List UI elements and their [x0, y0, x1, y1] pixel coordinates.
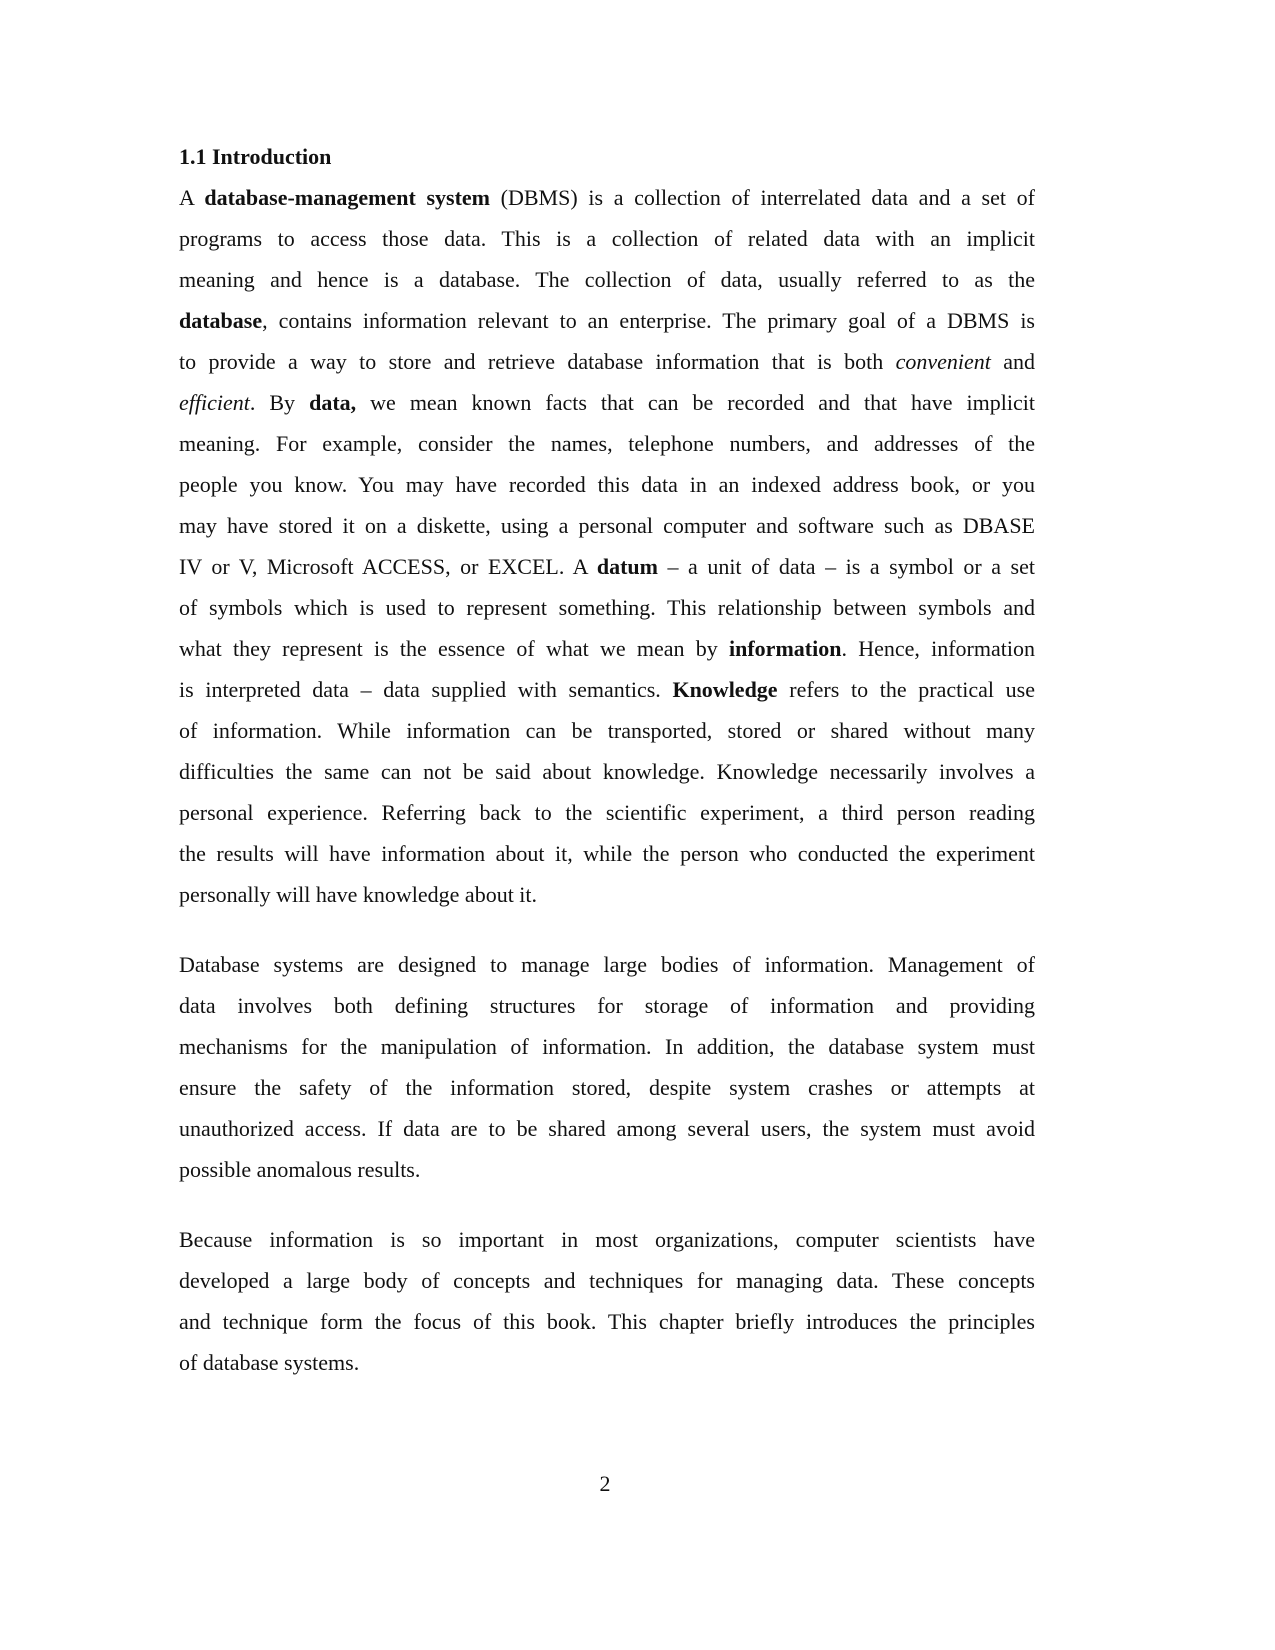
- text-line: [179, 944, 1035, 985]
- text-line: [179, 1219, 1035, 1260]
- text-line: [179, 177, 1035, 218]
- page-number: 2: [599, 1471, 611, 1496]
- text-run: , contains information relevant to an enterprise. The primary goal of a DBMS is: [262, 308, 1035, 333]
- text-line: [179, 464, 1035, 505]
- text-line: [179, 382, 1035, 423]
- bold-term: data,: [309, 390, 357, 415]
- text-line: [179, 1260, 1035, 1301]
- text-run: and technique form the focus of this book. This chapter briefly introduces the principles: [179, 1309, 1035, 1334]
- text-run: IV or V, Microsoft ACCESS, or EXCEL. A: [179, 554, 597, 579]
- text-line: [179, 587, 1035, 628]
- text-run: Because information is so important in most organizations, computer scientists have: [179, 1227, 1035, 1252]
- italic-term: convenient: [895, 349, 991, 374]
- text-line: [179, 341, 1035, 382]
- text-line: [179, 259, 1035, 300]
- text-line: [179, 628, 1035, 669]
- italic-term: efficient: [179, 390, 250, 415]
- bold-term: database: [179, 308, 263, 333]
- paragraph: [179, 177, 1035, 915]
- text-line: [179, 218, 1035, 259]
- text-run: is interpreted data – data supplied with semantics.: [179, 677, 673, 702]
- text-run: Database systems are designed to manage large bodies of information. Management of: [179, 952, 1035, 977]
- text-run: programs to access those data. This is a collection of related data with an implicit: [179, 226, 1035, 251]
- text-line: [179, 710, 1035, 751]
- text-run: mechanisms for the manipulation of information. In addition, the database system must: [179, 1034, 1035, 1059]
- text-line: [179, 669, 1035, 710]
- text-run: to provide a way to store and retrieve database information that is both: [179, 349, 896, 374]
- text-line: [179, 833, 1035, 874]
- text-line: [179, 505, 1035, 546]
- text-run: personally will have knowledge about it.: [179, 882, 538, 907]
- text-line: [179, 1067, 1035, 1108]
- bold-term: Knowledge: [672, 677, 778, 702]
- text-run: data involves both defining structures for storage of information and providing: [179, 993, 1035, 1018]
- text-run: the results will have information about it, while the person who conducted the experiment: [179, 841, 1035, 866]
- text-line: [179, 1342, 1035, 1383]
- text-run: A: [179, 185, 205, 210]
- text-run: – a unit of data – is a symbol or a set: [657, 554, 1035, 579]
- text-run: and: [990, 349, 1035, 374]
- text-line: [179, 1301, 1035, 1342]
- text-line: [179, 792, 1035, 833]
- document-body: [179, 177, 1035, 1383]
- paragraph: [179, 944, 1035, 1190]
- text-line: [179, 1149, 1035, 1190]
- text-run: people you know. You may have recorded this data in an indexed address book, or you: [179, 472, 1035, 497]
- section-heading: 1.1 Introduction: [179, 144, 332, 169]
- text-run: personal experience. Referring back to the scientific experiment, a third person reading: [179, 800, 1035, 825]
- document-page: [179, 136, 1035, 1412]
- bold-term: database-management system: [204, 185, 490, 210]
- text-line: [179, 751, 1035, 792]
- text-run: . Hence, information: [841, 636, 1035, 661]
- bold-term: datum: [596, 554, 658, 579]
- text-run: possible anomalous results.: [179, 1157, 421, 1182]
- text-line: [179, 423, 1035, 464]
- text-line: [179, 985, 1035, 1026]
- text-run: developed a large body of concepts and techniques for managing data. These concepts: [179, 1268, 1035, 1293]
- text-run: of database systems.: [179, 1350, 360, 1375]
- text-line: [179, 300, 1035, 341]
- text-run: may have stored it on a diskette, using a personal computer and software such as DBASE: [179, 513, 1035, 538]
- text-run: meaning. For example, consider the names, telephone numbers, and addresses of the: [179, 431, 1035, 456]
- bold-term: information: [729, 636, 842, 661]
- text-run: meaning and hence is a database. The collection of data, usually referred to as the: [179, 267, 1035, 292]
- text-line: [179, 546, 1035, 587]
- text-run: (DBMS) is a collection of interrelated data and a set of: [490, 185, 1035, 210]
- text-run: of information. While information can be transported, stored or shared without many: [179, 718, 1035, 743]
- text-run: unauthorized access. If data are to be shared among several users, the system must avoid: [179, 1116, 1035, 1141]
- text-run: we mean known facts that can be recorded and that have implicit: [356, 390, 1035, 415]
- text-run: ensure the safety of the information stored, despite system crashes or attempts at: [179, 1075, 1035, 1100]
- text-run: refers to the practical use: [777, 677, 1035, 702]
- text-run: of symbols which is used to represent something. This relationship between symbols and: [179, 595, 1035, 620]
- text-run: difficulties the same can not be said about knowledge. Knowledge necessarily involves a: [179, 759, 1035, 784]
- text-run: . By: [249, 390, 310, 415]
- paragraph: [179, 1219, 1035, 1383]
- text-line: [179, 874, 1035, 915]
- text-line: [179, 1108, 1035, 1149]
- text-run: what they represent is the essence of what we mean by: [179, 636, 729, 661]
- text-line: [179, 1026, 1035, 1067]
